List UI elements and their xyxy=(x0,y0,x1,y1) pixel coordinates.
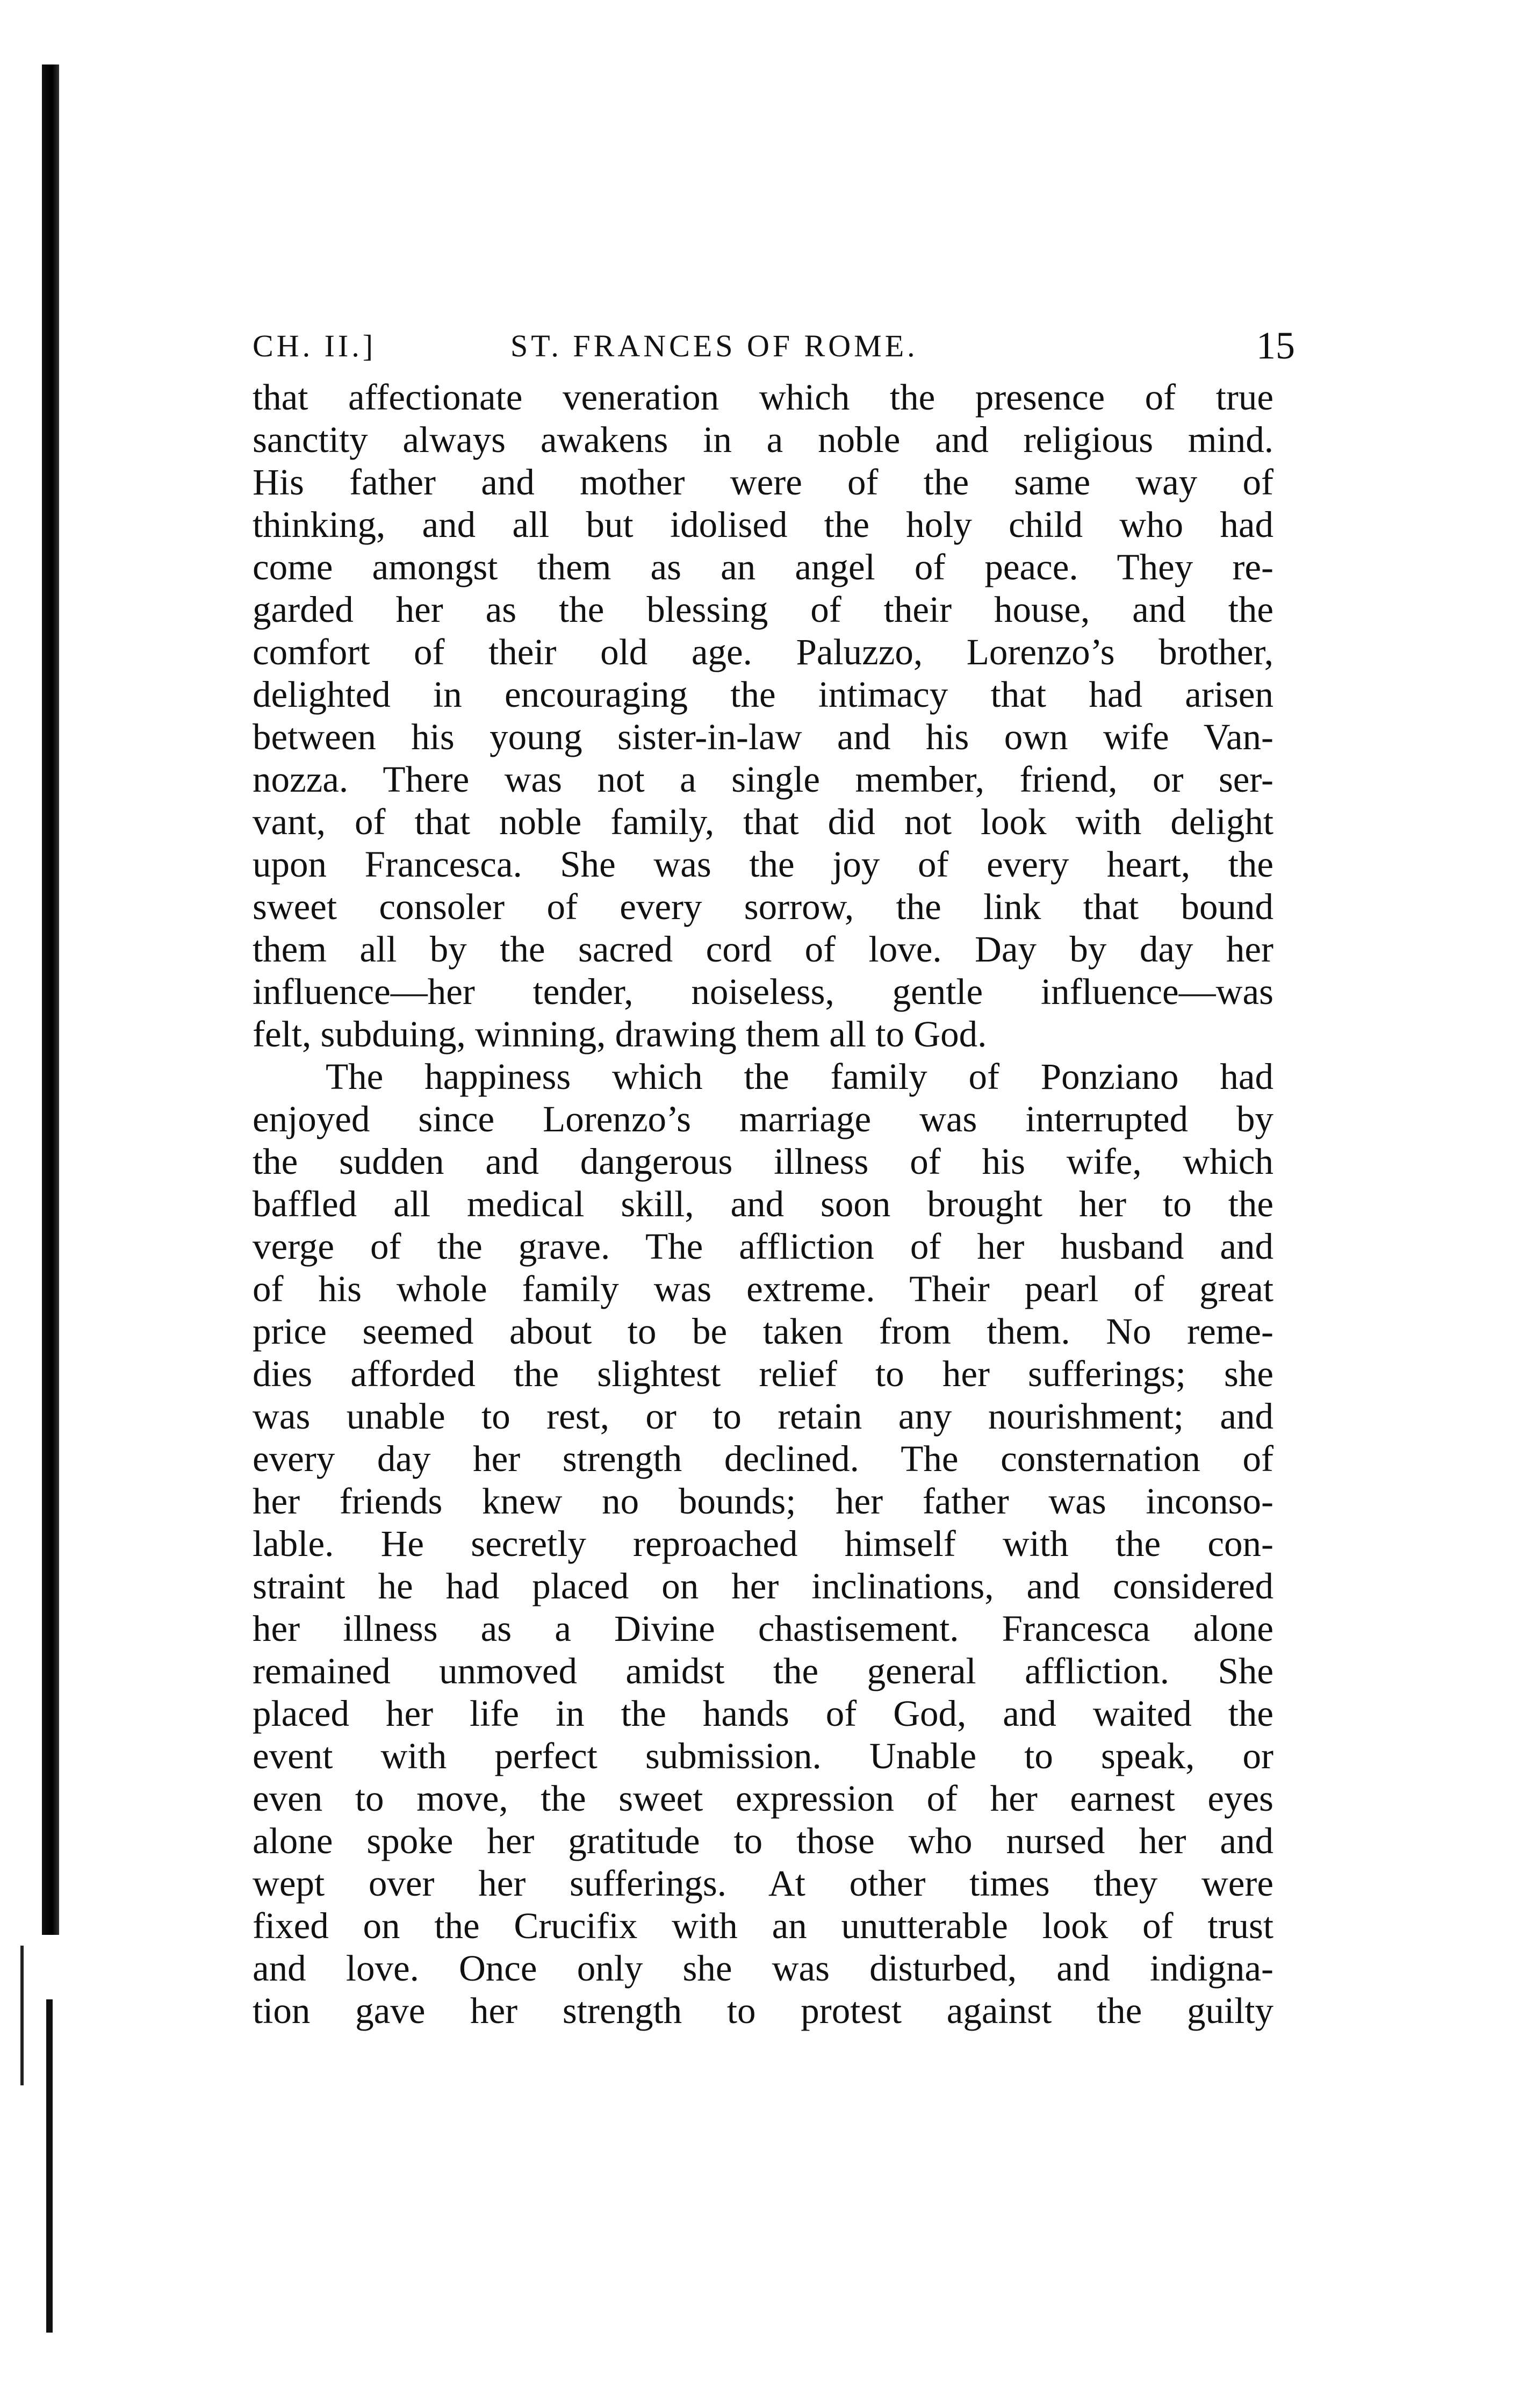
text-line: every day her strength declined. The consternation of xyxy=(253,1438,1273,1479)
book-page xyxy=(253,324,1295,2032)
text-line: The happiness which the family of Ponziano had xyxy=(326,1056,1273,1097)
text-line: between his young sister-in-law and his own wife Van- xyxy=(253,716,1273,757)
text-line: influence—her tender, noiseless, gentle influence—was xyxy=(253,971,1273,1012)
text-line: upon Francesca. She was the joy of every heart, the xyxy=(253,844,1273,885)
text-line: them all by the sacred cord of love. Day by day her xyxy=(253,929,1273,970)
text-line: felt, subduing, winning, drawing them all to God. xyxy=(253,1014,987,1055)
paragraph xyxy=(253,1056,1273,2032)
text-line: her friends knew no bounds; her father was inconso- xyxy=(253,1481,1273,1522)
text-line: come amongst them as an angel of peace. They re- xyxy=(253,547,1273,587)
text-line: price seemed about to be taken from them. No reme- xyxy=(253,1311,1273,1352)
text-line: comfort of their old age. Paluzzo, Lorenzo’s brother, xyxy=(253,632,1273,672)
text-line: even to move, the sweet expression of her earnest eyes xyxy=(253,1778,1273,1819)
text-line: thinking, and all but idolised the holy child who had xyxy=(253,504,1273,545)
text-line: remained unmoved amidst the general affliction. She xyxy=(253,1651,1273,1691)
text-line: verge of the grave. The affliction of her husband and xyxy=(253,1226,1273,1267)
text-line: lable. He secretly reproached himself with the con- xyxy=(253,1523,1273,1564)
text-line: garded her as the blessing of their house, and the xyxy=(253,589,1273,630)
text-line: vant, of that noble family, that did not look with delight xyxy=(253,801,1273,842)
text-line: sweet consoler of every sorrow, the link that bound xyxy=(253,886,1273,927)
text-line: her illness as a Divine chastisement. Francesca alone xyxy=(253,1608,1273,1649)
text-line: was unable to rest, or to retain any nourishment; and xyxy=(253,1396,1273,1437)
page-binding-shadow xyxy=(42,64,59,1935)
text-line: enjoyed since Lorenzo’s marriage was interrupted by xyxy=(253,1099,1273,1139)
text-line: sanctity always awakens in a noble and religious mind. xyxy=(253,419,1273,460)
body-text xyxy=(253,376,1273,2032)
text-line: and love. Once only she was disturbed, and indigna- xyxy=(253,1948,1273,1989)
page-edge-mark xyxy=(20,1946,24,2085)
text-line: straint he had placed on her inclinations, and considered xyxy=(253,1566,1273,1606)
page-number: 15 xyxy=(1256,324,1295,367)
text-line: dies afforded the slightest relief to her sufferings; she xyxy=(253,1353,1273,1394)
text-line: His father and mother were of the same way of xyxy=(253,462,1273,503)
text-line: placed her life in the hands of God, and waited the xyxy=(253,1693,1273,1734)
paragraph xyxy=(253,376,1273,1056)
text-line: of his whole family was extreme. Their pearl of great xyxy=(253,1268,1273,1309)
text-line: wept over her sufferings. At other times they were xyxy=(253,1863,1273,1904)
text-line: nozza. There was not a single member, friend, or ser- xyxy=(253,759,1273,800)
text-line: the sudden and dangerous illness of his wife, which xyxy=(253,1141,1273,1182)
text-line: alone spoke her gratitude to those who nursed her and xyxy=(253,1820,1273,1861)
text-line: fixed on the Crucifix with an unutterable look of trust xyxy=(253,1905,1273,1946)
chapter-label: CH. II.] xyxy=(253,328,377,363)
text-line: event with perfect submission. Unable to speak, or xyxy=(253,1735,1273,1776)
book-title: ST. FRANCES OF ROME. xyxy=(510,328,918,363)
text-line: baffled all medical skill, and soon brought her to the xyxy=(253,1183,1273,1224)
page-binding-shadow-lower xyxy=(46,1999,53,2333)
text-line: that affectionate veneration which the presence of true xyxy=(253,377,1273,418)
text-line: tion gave her strength to protest against the guilty xyxy=(253,1990,1273,2031)
running-head xyxy=(253,324,1295,376)
text-line: delighted in encouraging the intimacy that had arisen xyxy=(253,674,1273,715)
